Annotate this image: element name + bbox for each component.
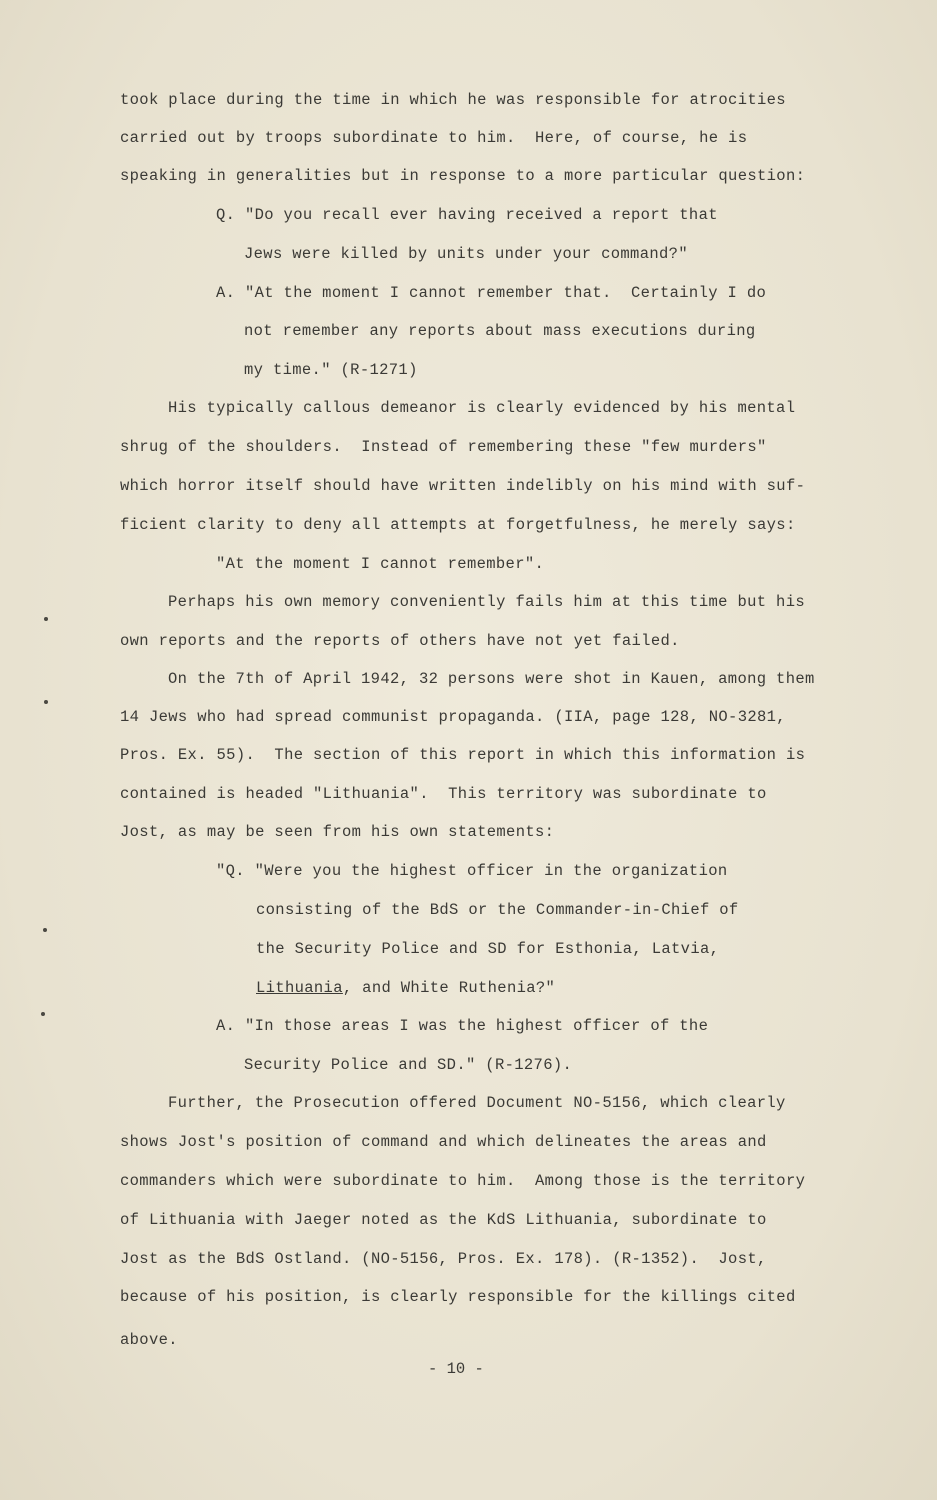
text-line: 14 Jews who had spread communist propaganda. (IIA, page 128, NO-3281,: [120, 708, 786, 726]
text-line: His typically callous demeanor is clearly evidenced by his mental: [168, 399, 796, 417]
quote-line: consisting of the BdS or the Commander-in-Chief of: [256, 901, 739, 919]
text-line: ficient clarity to deny all attempts at forgetfulness, he merely says:: [120, 516, 796, 534]
text-line: carried out by troops subordinate to him. Here, of course, he is: [120, 129, 748, 147]
page-number: - 10 -: [428, 1360, 484, 1378]
text-line: Jost, as may be seen from his own statements:: [120, 823, 555, 841]
punch-hole-mark: [43, 928, 47, 932]
punch-hole-mark: [44, 617, 48, 621]
text-line: speaking in generalities but in response to a more particular question:: [120, 167, 806, 185]
text-line: Perhaps his own memory conveniently fails him at this time but his: [168, 593, 805, 611]
text-line: of Lithuania with Jaeger noted as the KdS Lithuania, subordinate to: [120, 1211, 767, 1229]
text-line: which horror itself should have written indelibly on his mind with suf-: [120, 477, 806, 495]
quote-answer-line: A. "In those areas I was the highest officer of the: [216, 1017, 709, 1035]
text-line: because of his position, is clearly responsible for the killings cited: [120, 1288, 796, 1306]
text-line: Jost as the BdS Ostland. (NO-5156, Pros. Ex. 178). (R-1352). Jost,: [120, 1250, 767, 1268]
text-line: own reports and the reports of others have not yet failed.: [120, 632, 680, 650]
punch-hole-mark: [44, 700, 48, 704]
quote-line: the Security Police and SD for Esthonia, Latvia,: [256, 940, 720, 958]
quote-answer-line: A. "At the moment I cannot remember that. Certainly I do: [216, 284, 767, 302]
quote-line: "At the moment I cannot remember".: [216, 555, 545, 573]
lithuania-underlined: Lithuania: [256, 979, 343, 997]
text-line: shrug of the shoulders. Instead of remembering these "few murders": [120, 438, 767, 456]
quote-line: Jews were killed by units under your command?": [244, 245, 688, 263]
text-line: On the 7th of April 1942, 32 persons were shot in Kauen, among them: [168, 670, 815, 688]
text-line: Pros. Ex. 55). The section of this report in which this information is: [120, 746, 806, 764]
quote-line: my time." (R-1271): [244, 361, 418, 379]
quote-question-line: "Q. "Were you the highest officer in the organization: [216, 862, 728, 880]
text-line: took place during the time in which he was responsible for atrocities: [120, 91, 786, 109]
quote-question-line: Q. "Do you recall ever having received a report that: [216, 206, 718, 224]
quote-line-rest: , and White Ruthenia?": [342, 979, 556, 997]
text-line: contained is headed "Lithuania". This territory was subordinate to: [120, 785, 767, 803]
text-line: shows Jost's position of command and which delineates the areas and: [120, 1133, 767, 1151]
text-line: commanders which were subordinate to him. Among those is the territory: [120, 1172, 806, 1190]
quote-line: Security Police and SD." (R-1276).: [244, 1056, 573, 1074]
quote-line: [256, 978, 555, 998]
quote-line: not remember any reports about mass executions during: [244, 322, 756, 340]
text-line: Further, the Prosecution offered Document NO-5156, which clearly: [168, 1094, 786, 1112]
punch-hole-mark: [41, 1012, 45, 1016]
text-line: above.: [120, 1331, 178, 1349]
